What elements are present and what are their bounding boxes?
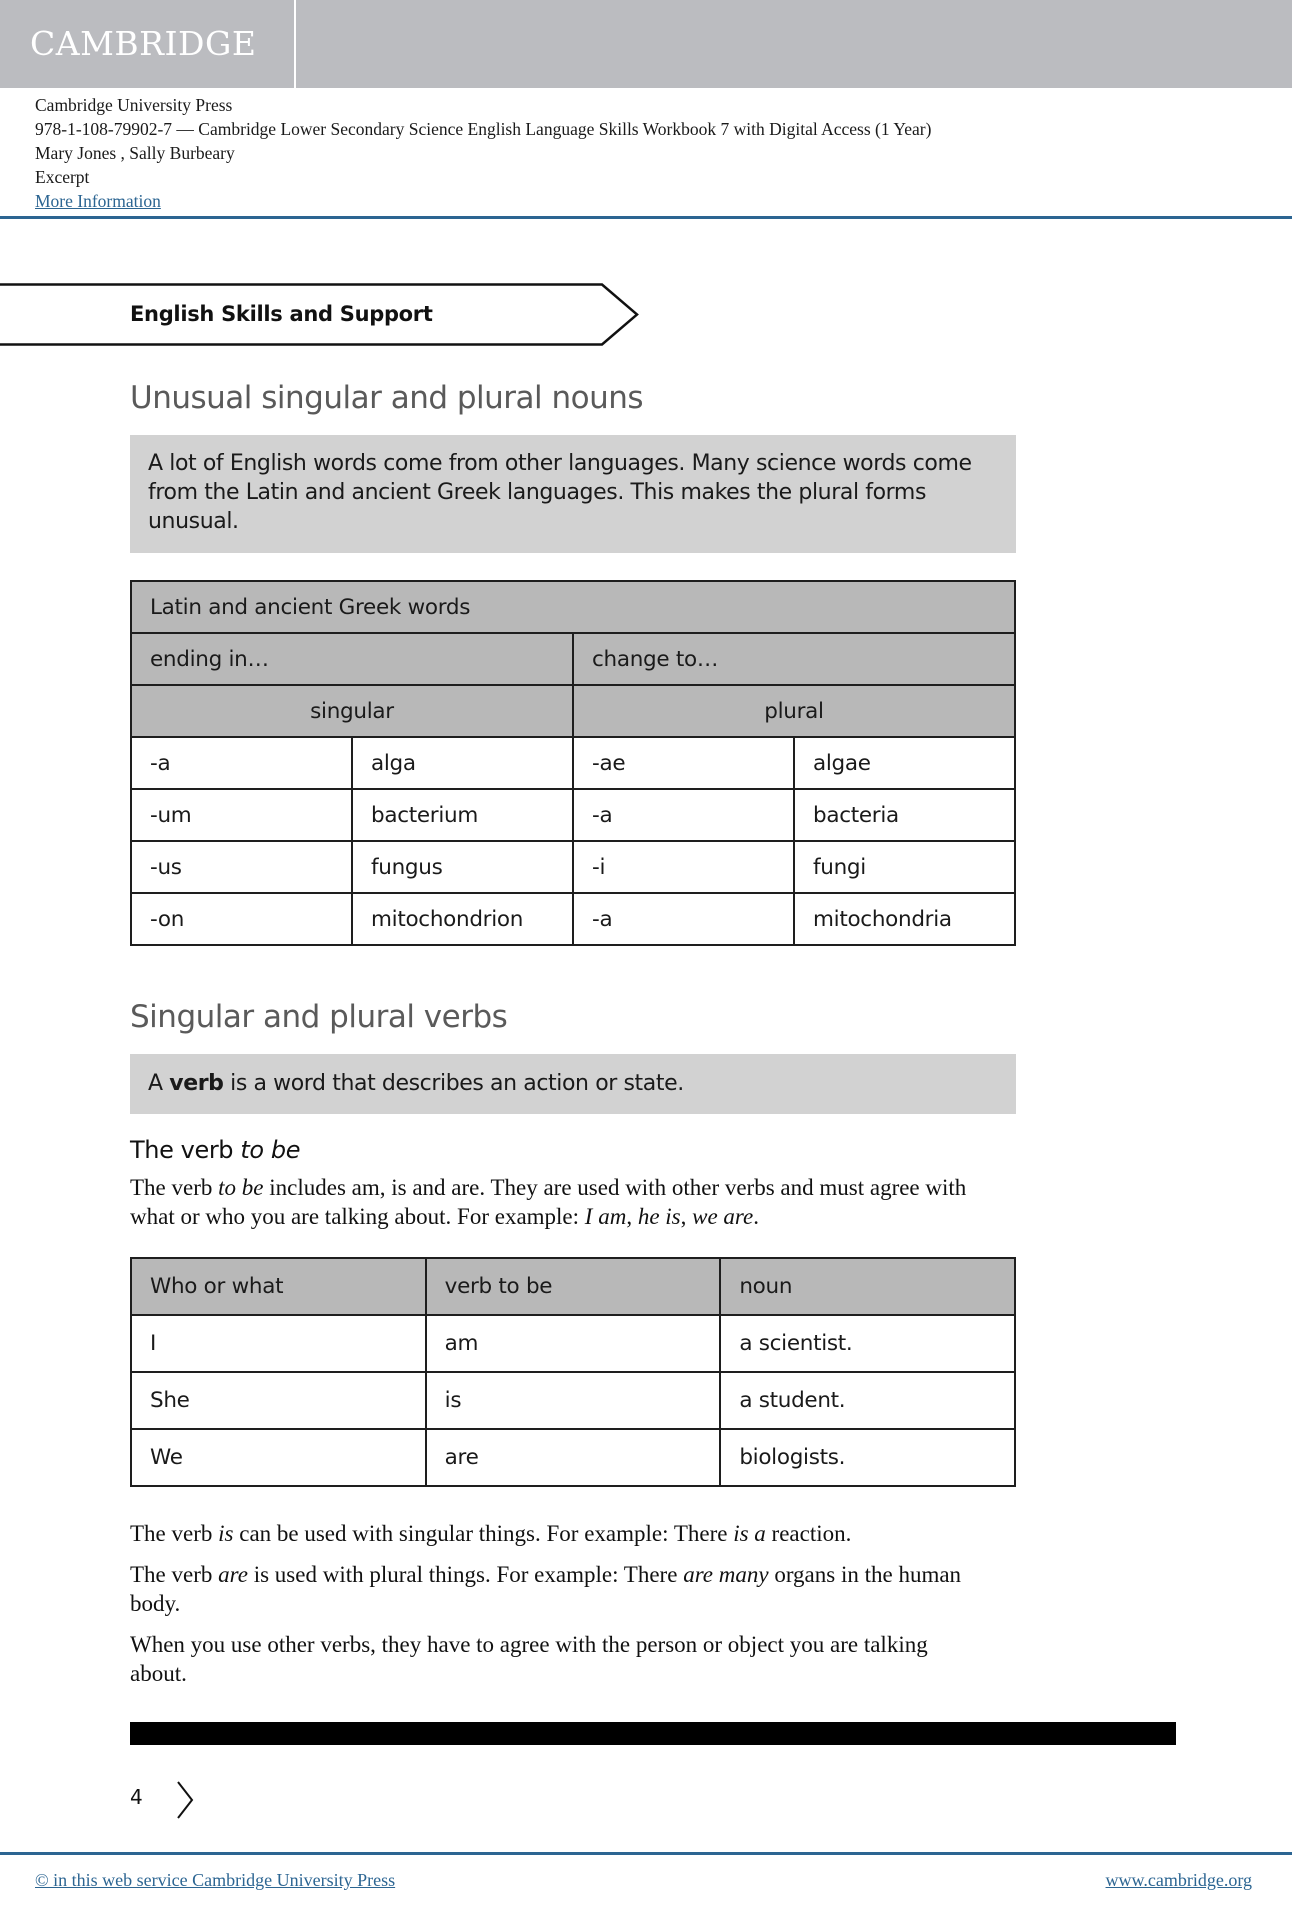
verb-definition-box — [130, 1054, 1016, 1114]
cambridge-website-link[interactable]: www.cambridge.org — [1105, 1870, 1252, 1890]
text: The verb — [130, 1562, 219, 1587]
cambridge-logo[interactable]: CAMBRIDGE — [30, 24, 257, 63]
italic-text: we are — [692, 1204, 754, 1229]
noun-cell: biologists. — [720, 1429, 1015, 1486]
heading-italic: to be — [240, 1136, 301, 1164]
section-banner — [0, 283, 640, 346]
verb-to-be-intro — [130, 1173, 1010, 1231]
header-singular: singular — [131, 685, 573, 737]
noun-cell: a scientist. — [720, 1315, 1015, 1372]
singular-word: mitochondrion — [352, 893, 573, 945]
subject-cell: I — [131, 1315, 426, 1372]
text: is used with plural things. For example: There — [247, 1562, 684, 1587]
header-ending-in: ending in… — [131, 633, 573, 685]
header-divider — [294, 0, 296, 88]
chevron-right-icon[interactable] — [174, 1780, 198, 1820]
header-plural: plural — [573, 685, 1015, 737]
italic-text: is a — [733, 1521, 766, 1546]
header-who-or-what: Who or what — [131, 1258, 426, 1315]
table-sub-header-row — [131, 685, 1015, 737]
excerpt-label: Excerpt — [35, 167, 90, 187]
italic-text: he is — [637, 1204, 681, 1229]
table-row — [131, 737, 1015, 789]
singular-ending: -us — [131, 841, 352, 893]
verb-cell: are — [426, 1429, 721, 1486]
copyright-link[interactable]: © in this web service Cambridge University Press — [35, 1870, 396, 1890]
text: , — [680, 1204, 693, 1229]
table-header-row — [131, 1258, 1015, 1315]
text: organs in the human body. — [130, 1562, 962, 1616]
book-metadata — [35, 93, 931, 213]
publisher: Cambridge University Press — [35, 95, 233, 115]
table-group-header-row — [131, 633, 1015, 685]
subject-cell: She — [131, 1372, 426, 1429]
plural-ending: -ae — [573, 737, 794, 789]
header-noun: noun — [720, 1258, 1015, 1315]
verb-to-be-heading — [130, 1136, 300, 1164]
text: reaction. — [765, 1521, 852, 1546]
paragraph-verb-are — [130, 1560, 990, 1618]
header-rule — [0, 216, 1292, 219]
definition-text: is a word that describes an action or state. — [223, 1071, 684, 1096]
singular-ending: -a — [131, 737, 352, 789]
table-row — [131, 841, 1015, 893]
table-title-cell: Latin and ancient Greek words — [131, 581, 1015, 633]
cambridge-header-bar — [0, 0, 1292, 88]
text: , — [626, 1204, 638, 1229]
plural-word: bacteria — [794, 789, 1015, 841]
text: . — [753, 1204, 759, 1229]
singular-ending: -on — [131, 893, 352, 945]
more-information-link[interactable]: More Information — [35, 191, 161, 211]
italic-text: are — [218, 1562, 248, 1587]
table-row — [131, 1372, 1015, 1429]
plural-word: algae — [794, 737, 1015, 789]
header-change-to: change to… — [573, 633, 1015, 685]
footer-rule — [0, 1852, 1292, 1855]
italic-text: to be — [218, 1175, 264, 1200]
page-end-bar — [130, 1722, 1176, 1745]
singular-word: bacterium — [352, 789, 573, 841]
paragraph-verb-is — [130, 1519, 1010, 1548]
banner-label: English Skills and Support — [130, 302, 433, 326]
table-row — [131, 1315, 1015, 1372]
nouns-table — [130, 580, 1016, 946]
authors: Mary Jones , Sally Burbeary — [35, 143, 235, 163]
book-title-line: 978-1-108-79902-7 — Cambridge Lower Secondary Science English Language Skills Workbook 7 with Digital Access (1 Year) — [35, 119, 932, 139]
italic-text: is — [218, 1521, 234, 1546]
table-row — [131, 1429, 1015, 1486]
header-verb-to-be: verb to be — [426, 1258, 721, 1315]
table-row — [131, 789, 1015, 841]
page-number: 4 — [130, 1785, 143, 1809]
singular-word: alga — [352, 737, 573, 789]
plural-ending: -a — [573, 893, 794, 945]
definition-text: A — [148, 1071, 170, 1096]
subject-cell: We — [131, 1429, 426, 1486]
singular-ending: -um — [131, 789, 352, 841]
plural-ending: -a — [573, 789, 794, 841]
noun-cell: a student. — [720, 1372, 1015, 1429]
table-row — [131, 893, 1015, 945]
heading-text: The verb — [130, 1136, 241, 1164]
paragraph-other-verbs: When you use other verbs, they have to agree with the person or object you are talking about. — [130, 1632, 928, 1686]
verb-cell: is — [426, 1372, 721, 1429]
text: includes am, is and are. They are used with other verbs and must agree with what or who you are talking about. For example: — [130, 1175, 967, 1229]
text: The verb — [130, 1175, 219, 1200]
plural-word: fungi — [794, 841, 1015, 893]
italic-text: are many — [683, 1562, 769, 1587]
verb-cell: am — [426, 1315, 721, 1372]
plural-ending: -i — [573, 841, 794, 893]
verb-to-be-table — [130, 1257, 1016, 1487]
text: The verb — [130, 1521, 219, 1546]
nouns-info-box: A lot of English words come from other languages. Many science words come from the Latin and ancient Greek languages. This makes the plural forms unusual. — [130, 435, 1016, 553]
verbs-section-title: Singular and plural verbs — [130, 999, 508, 1035]
singular-word: fungus — [352, 841, 573, 893]
text: can be used with singular things. For example: There — [233, 1521, 734, 1546]
table-title-row — [131, 581, 1015, 633]
definition-term: verb — [169, 1071, 224, 1096]
nouns-section-title: Unusual singular and plural nouns — [130, 380, 644, 416]
plural-word: mitochondria — [794, 893, 1015, 945]
italic-text: I am — [584, 1204, 627, 1229]
